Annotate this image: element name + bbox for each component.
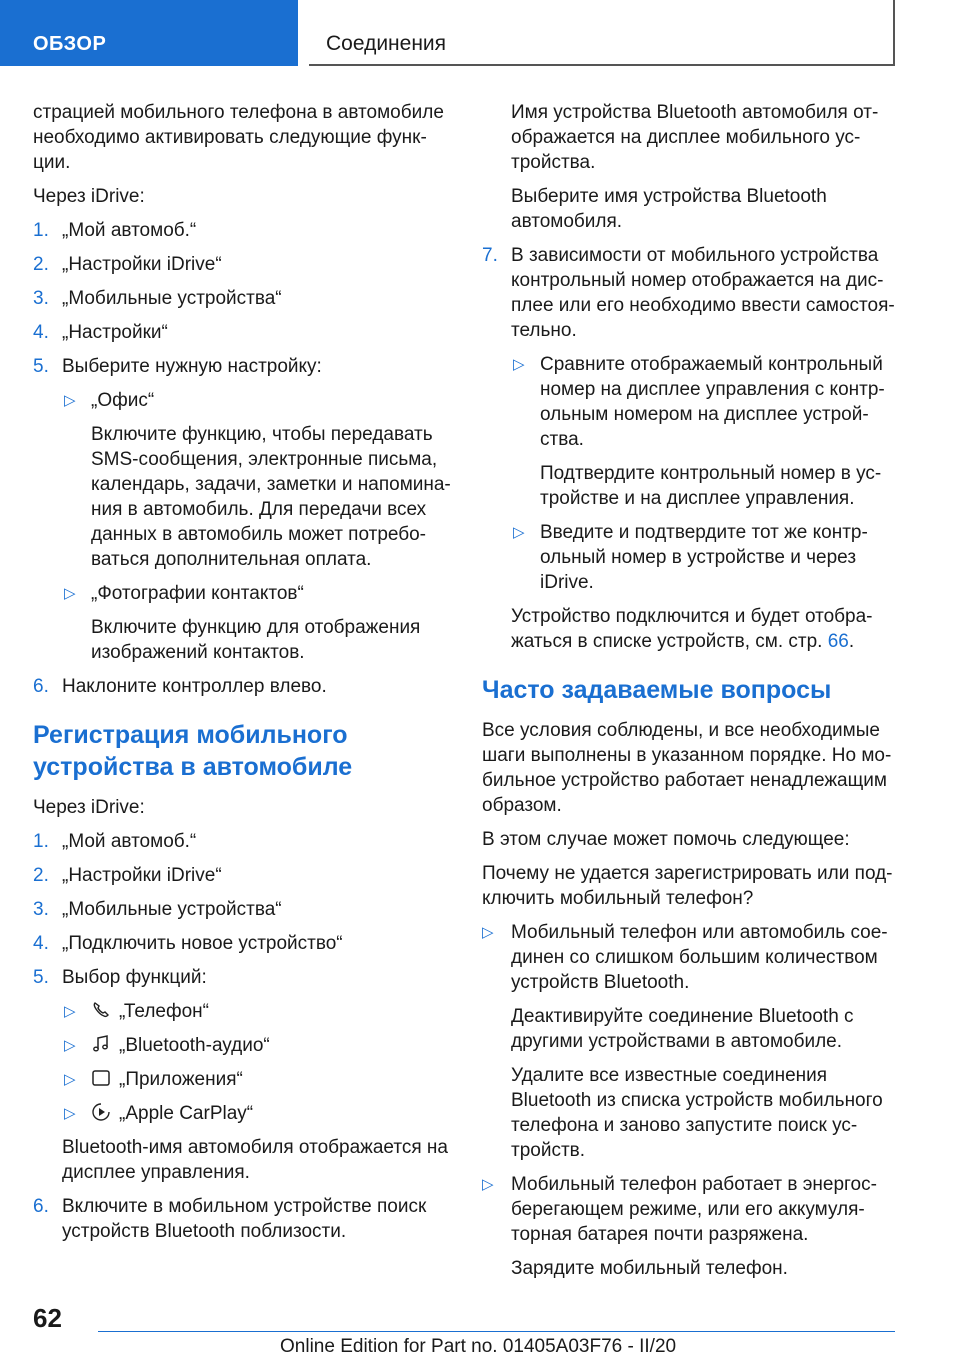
via-idrive-label: Через iDrive: [33, 797, 145, 818]
sub-item-desc: Включите функцию для отображения изображений контактов. [91, 617, 421, 663]
sub-item-desc: Включите функцию, чтобы передавать SMS-сообщения, электронные письма, календарь, задачи, заметки и напомина- ния в автомобиль. Для передачи всех данных в автомобиль может потребо- ваться дополнительная оплата. [91, 424, 451, 570]
tab-overview[interactable] [0, 0, 298, 66]
step-text: „Мобильные устройства“ [62, 288, 282, 309]
function-item-phone [33, 999, 451, 1024]
via-idrive-label: Через iDrive: [33, 186, 145, 207]
sub-list-item [33, 581, 451, 606]
apps-square-icon [91, 1068, 111, 1088]
triangle-bullet-icon: ▷ [64, 585, 76, 602]
tab-connections[interactable] [309, 0, 895, 66]
list-item [33, 897, 451, 922]
step-text: „Мой автомоб.“ [62, 831, 197, 852]
bt-name-display-note: Имя устройства Bluetooth автомобиля от- ображается на дисплее мобильного ус- тройства. [511, 102, 879, 173]
tab-connections-label: Соединения [326, 32, 447, 55]
list-item [33, 674, 451, 699]
triangle-bullet-icon: ▷ [482, 924, 494, 941]
function-label: „Телефон“ [119, 1001, 209, 1022]
sub-item-desc: Подтвердите контрольный номер в ус- тройстве и на дисплее управления. [540, 463, 882, 509]
step-number: 4. [33, 322, 49, 343]
faq-help-line: В этом случае может помочь следующее: [482, 829, 850, 850]
step-text: Выбор функций: [62, 967, 207, 988]
connect-note-text: Устройство подключится и будет отобра- жаться в списке устройств, см. стр. [511, 606, 873, 652]
list-item [33, 320, 451, 345]
step-number: 1. [33, 831, 49, 852]
list-item [33, 218, 451, 243]
step-text: „Подключить новое устройство“ [62, 933, 343, 954]
phone-icon [91, 1000, 111, 1020]
faq-item [482, 920, 900, 995]
list-item [33, 354, 451, 379]
connect-note-end: . [848, 631, 855, 652]
sub-list-item [482, 520, 900, 595]
faq-question: Почему не удается зарегистрировать или под- ключить мобильный телефон? [482, 863, 893, 909]
faq-item-desc: Деактивируйте соединение Bluetooth с другими устройствами в автомобиле. [511, 1006, 854, 1052]
section-heading-register: Регистрация мобильного устройства в автомобиле [33, 721, 353, 781]
faq-paragraph: Все условия соблюдены, и все необходимые шаги выполнены в указанном порядке. Но мо- бильное устройство работает ненадлежащим образом. [482, 720, 892, 816]
step-number: 3. [33, 899, 49, 920]
sub-list-item [33, 388, 451, 413]
triangle-bullet-icon: ▷ [64, 1003, 76, 1020]
triangle-bullet-icon: ▷ [64, 1105, 76, 1122]
step-number: 6. [33, 676, 49, 697]
list-item [482, 243, 900, 343]
function-label: „Bluetooth-аудио“ [119, 1035, 270, 1056]
faq-item-title: Мобильный телефон или автомобиль сое- динен со слишком большим количеством устройств Bluetooth. [511, 922, 888, 993]
carplay-play-icon [91, 1102, 111, 1122]
triangle-bullet-icon: ▷ [64, 1037, 76, 1054]
triangle-bullet-icon: ▷ [64, 1071, 76, 1088]
step-number: 2. [33, 254, 49, 275]
step-number: 3. [33, 288, 49, 309]
function-item-apps [33, 1067, 451, 1092]
left-column [33, 100, 451, 1253]
sub-item-title: „Фотографии контактов“ [91, 583, 304, 604]
select-bt-name-note: Выберите имя устройства Bluetooth автомобиля. [511, 186, 827, 232]
step-text: „Настройки“ [62, 322, 168, 343]
step-text: Выберите нужную настройку: [62, 356, 322, 377]
music-note-icon [91, 1034, 111, 1054]
sub-item-title: Введите и подтвердите тот же контр- ольный номер в устройстве и через iDrive. [540, 522, 868, 593]
step-text: „Настройки iDrive“ [62, 254, 222, 275]
function-label: „Apple CarPlay“ [119, 1103, 254, 1124]
list-item [33, 965, 451, 990]
function-label: „Приложения“ [119, 1069, 243, 1090]
function-item-bt-audio [33, 1033, 451, 1058]
list-item [33, 863, 451, 888]
list-item [33, 931, 451, 956]
list-item [33, 286, 451, 311]
step-number: 2. [33, 865, 49, 886]
step-text: Включите в мобильном устройстве поиск устройств Bluetooth поблизости. [62, 1196, 427, 1242]
triangle-bullet-icon: ▷ [64, 392, 76, 409]
faq-item-desc: Зарядите мобильный телефон. [511, 1258, 788, 1279]
step-text: В зависимости от мобильного устройства контрольный номер отображается на дис- плее или его необходимо ввести самостоя- тельно. [511, 245, 895, 341]
triangle-bullet-icon: ▷ [513, 356, 525, 373]
step-number: 1. [33, 220, 49, 241]
step-text: „Мобильные устройства“ [62, 899, 282, 920]
sub-item-title: „Офис“ [91, 390, 155, 411]
section-heading-faq: Часто задаваемые вопросы [482, 676, 832, 704]
list-item [33, 829, 451, 854]
step-text: „Настройки iDrive“ [62, 865, 222, 886]
step-text: Наклоните контроллер влево. [62, 676, 327, 697]
faq-item-title: Мобильный телефон работает в энергос- берегающем режиме, или его аккумуля- торная батарея почти разряжена. [511, 1174, 877, 1245]
list-item [33, 1194, 451, 1244]
step-number: 5. [33, 356, 49, 377]
triangle-bullet-icon: ▷ [482, 1176, 494, 1193]
step-text: „Мой автомоб.“ [62, 220, 197, 241]
step-number: 5. [33, 967, 49, 988]
function-item-carplay [33, 1101, 451, 1126]
faq-item-desc: Удалите все известные соединения Bluetooth из списка устройств мобильного телефона и заново запустите поиск ус- тройств. [511, 1065, 883, 1161]
sub-item-title: Сравните отображаемый контрольный номер на дисплее управления с контр- ольным номером на дисплее устрой- ства. [540, 354, 885, 450]
intro-paragraph: страцией мобильного телефона в автомобиле необходимо активировать следующие функ- ции. [33, 102, 444, 173]
right-column [482, 100, 900, 1290]
footer-edition: Online Edition for Part no. 01405A03F76 - II/20 [280, 1336, 677, 1357]
tab-overview-label: ОБЗОР [33, 33, 107, 55]
connect-note [482, 604, 900, 654]
step-number: 4. [33, 933, 49, 954]
page-number: 62 [33, 1303, 62, 1333]
sub-list-item [482, 352, 900, 452]
list-item [33, 252, 451, 277]
page-link[interactable]: 66 [827, 631, 849, 652]
bt-name-note: Bluetooth-имя автомобиля отображается на дисплее управления. [62, 1137, 448, 1183]
triangle-bullet-icon: ▷ [513, 524, 525, 541]
faq-item [482, 1172, 900, 1247]
step-number: 7. [482, 245, 498, 266]
step-number: 6. [33, 1196, 49, 1217]
footer-divider [98, 1331, 895, 1332]
